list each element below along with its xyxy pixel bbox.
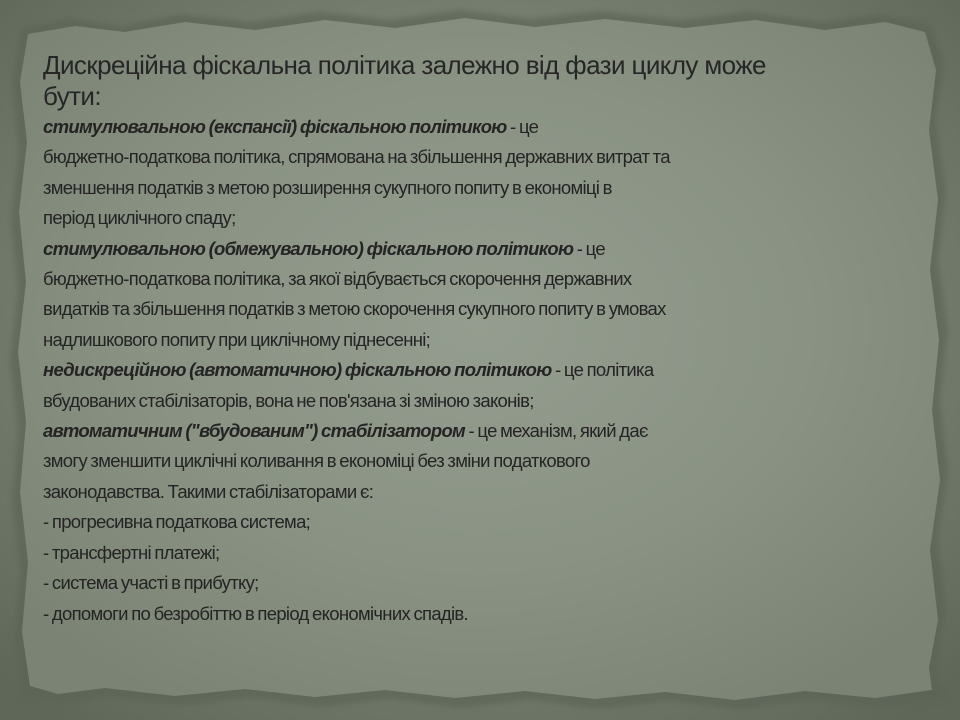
- definition-4-line: змогу зменшити циклічні коливання в економіці без зміни податкового: [43, 450, 590, 472]
- definition-connector: - це механізм, який дає: [465, 420, 648, 442]
- definition-connector: - це політика: [551, 359, 654, 381]
- definition-term: недискреційною (автоматичною) фіскальною політикою: [43, 359, 552, 381]
- definition-2-line: надлишкового попиту при циклічному піднесенні;: [43, 328, 431, 350]
- slide-body: [43, 112, 923, 629]
- slide-content: [43, 50, 923, 629]
- definition-3-heading: [43, 355, 923, 385]
- list-item: - трансфертні платежі;: [43, 541, 220, 563]
- title-line-1: Дискреційна фіскальна політика залежно від фази циклу може: [43, 50, 766, 80]
- definition-3-line: вбудованих стабілізаторів, вона не пов'язана зі зміною законів;: [43, 389, 534, 411]
- list-item: - прогресивна податкова система;: [43, 511, 311, 533]
- definition-1-line: період циклічного спаду;: [43, 207, 236, 229]
- definition-2-heading: [43, 234, 923, 264]
- slide-title: [43, 50, 923, 112]
- definition-connector: - це: [506, 116, 539, 137]
- title-line-2: бути:: [43, 81, 101, 111]
- definition-term: стимулювальною (обмежувальною) фіскальною політикою: [43, 237, 574, 259]
- definition-1-line: бюджетно-податкова політика, спрямована на збільшення державних витрат та: [43, 146, 670, 168]
- definition-2-line: бюджетно-податкова політика, за якої відбувається скорочення державних: [43, 268, 632, 290]
- definition-term: автоматичним ("вбудованим") стабілізатором: [43, 420, 466, 442]
- definition-2-line: видатків та збільшення податків з метою скорочення сукупного попиту в умовах: [43, 298, 666, 320]
- list-item: - допомоги по безробіттю в період економічних спадів.: [43, 602, 468, 624]
- definition-1-heading: [43, 112, 923, 142]
- list-item: - система участі в прибутку;: [43, 572, 259, 594]
- definition-1-line: зменшення податків з метою розширення сукупного попиту в економіці в: [43, 176, 612, 198]
- definition-4-line: законодавства. Такими стабілізаторами є:: [43, 480, 374, 502]
- definition-4-heading: [43, 416, 923, 446]
- definition-term: стимулювальною (експансії) фіскальною політикою: [43, 116, 507, 137]
- definition-connector: - це: [573, 237, 605, 259]
